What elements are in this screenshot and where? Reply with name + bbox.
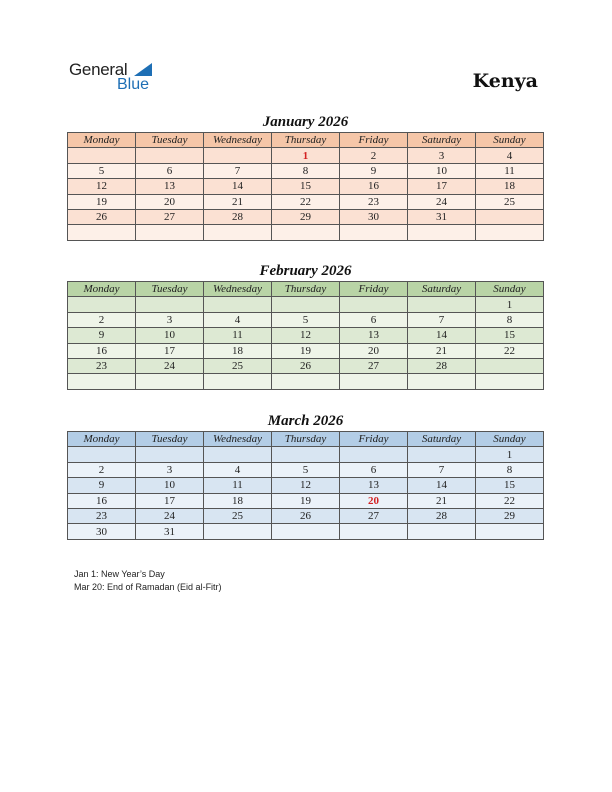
day-cell: 25 (476, 194, 544, 209)
day-cell: 8 (476, 312, 544, 327)
day-cell (136, 447, 204, 462)
month-title: January 2026 (262, 114, 349, 130)
day-cell: 24 (136, 508, 204, 523)
day-cell: 4 (476, 148, 544, 163)
weekday-header-row (68, 133, 544, 148)
day-cell: 22 (476, 493, 544, 508)
day-cell (136, 148, 204, 163)
day-cell (408, 447, 476, 462)
holiday-notes (74, 568, 222, 594)
day-cell: 12 (272, 328, 340, 343)
day-cell (408, 374, 476, 389)
week-row (68, 328, 544, 343)
day-cell: 20 (340, 493, 408, 508)
weekday-header: Thursday (272, 432, 340, 447)
day-cell: 26 (272, 508, 340, 523)
day-cell: 29 (272, 209, 340, 224)
week-row (68, 493, 544, 508)
day-cell: 12 (272, 478, 340, 493)
day-cell: 23 (340, 194, 408, 209)
weekday-header: Friday (340, 432, 408, 447)
day-cell: 27 (340, 508, 408, 523)
day-cell: 22 (476, 343, 544, 358)
weekday-header: Saturday (408, 133, 476, 148)
day-cell: 24 (408, 194, 476, 209)
day-cell: 14 (408, 328, 476, 343)
day-cell: 17 (136, 493, 204, 508)
day-cell: 12 (68, 179, 136, 194)
logo-triangle-icon (134, 63, 152, 76)
day-cell: 10 (136, 478, 204, 493)
country-title: Kenya (472, 70, 538, 92)
day-cell: 20 (136, 194, 204, 209)
day-cell (204, 447, 272, 462)
day-cell (68, 297, 136, 312)
logo-blue-text: Blue (117, 76, 150, 93)
day-cell: 14 (204, 179, 272, 194)
day-cell: 3 (136, 312, 204, 327)
day-cell: 11 (204, 328, 272, 343)
month-march (67, 411, 544, 540)
weekday-header: Friday (340, 133, 408, 148)
day-cell: 6 (340, 312, 408, 327)
week-row (68, 508, 544, 523)
day-cell: 29 (476, 508, 544, 523)
day-cell: 18 (204, 493, 272, 508)
day-cell: 28 (408, 508, 476, 523)
day-cell: 13 (340, 478, 408, 493)
week-row (68, 478, 544, 493)
day-cell (476, 209, 544, 224)
day-cell: 9 (340, 163, 408, 178)
calendar-table (67, 281, 544, 390)
month-january (67, 112, 544, 241)
day-cell (272, 374, 340, 389)
day-cell (136, 225, 204, 240)
week-row (68, 524, 544, 539)
day-cell: 5 (272, 462, 340, 477)
day-cell: 17 (136, 343, 204, 358)
day-cell (340, 524, 408, 539)
day-cell: 1 (272, 148, 340, 163)
weekday-header: Saturday (408, 282, 476, 297)
day-cell: 5 (68, 163, 136, 178)
calendar-table (67, 132, 544, 241)
day-cell: 7 (408, 312, 476, 327)
week-row (68, 462, 544, 477)
day-cell (476, 524, 544, 539)
weekday-header: Wednesday (204, 282, 272, 297)
weekday-header: Wednesday (204, 432, 272, 447)
day-cell: 7 (408, 462, 476, 477)
day-cell: 23 (68, 508, 136, 523)
week-row (68, 209, 544, 224)
generalblue-logo (69, 60, 169, 96)
weekday-header: Thursday (272, 133, 340, 148)
weekday-header: Wednesday (204, 133, 272, 148)
day-cell: 24 (136, 358, 204, 373)
day-cell: 26 (272, 358, 340, 373)
day-cell: 26 (68, 209, 136, 224)
weekday-header: Saturday (408, 432, 476, 447)
weekday-header: Monday (68, 432, 136, 447)
day-cell: 19 (272, 343, 340, 358)
day-cell: 31 (408, 209, 476, 224)
day-cell (476, 225, 544, 240)
day-cell: 18 (204, 343, 272, 358)
day-cell: 1 (476, 297, 544, 312)
day-cell: 22 (272, 194, 340, 209)
logo-general-text: General (69, 60, 128, 79)
day-cell: 19 (68, 194, 136, 209)
day-cell (476, 358, 544, 373)
week-row (68, 163, 544, 178)
day-cell (204, 297, 272, 312)
day-cell (340, 374, 408, 389)
day-cell: 15 (476, 478, 544, 493)
day-cell (204, 148, 272, 163)
month-title: February 2026 (259, 263, 352, 279)
day-cell (204, 524, 272, 539)
day-cell: 18 (476, 179, 544, 194)
day-cell (408, 524, 476, 539)
day-cell: 2 (68, 312, 136, 327)
day-cell: 17 (408, 179, 476, 194)
holiday-note: Mar 20: End of Ramadan (Eid al-Fitr) (74, 582, 222, 592)
day-cell (272, 447, 340, 462)
day-cell (204, 225, 272, 240)
day-cell: 25 (204, 508, 272, 523)
day-cell: 28 (204, 209, 272, 224)
weekday-header: Friday (340, 282, 408, 297)
weekday-header: Tuesday (136, 133, 204, 148)
day-cell (68, 374, 136, 389)
day-cell: 19 (272, 493, 340, 508)
day-cell: 14 (408, 478, 476, 493)
day-cell: 8 (476, 462, 544, 477)
day-cell (408, 225, 476, 240)
day-cell (340, 225, 408, 240)
day-cell (68, 148, 136, 163)
day-cell: 4 (204, 462, 272, 477)
day-cell: 28 (408, 358, 476, 373)
day-cell (204, 374, 272, 389)
day-cell: 9 (68, 478, 136, 493)
day-cell: 4 (204, 312, 272, 327)
day-cell: 25 (204, 358, 272, 373)
day-cell (68, 225, 136, 240)
day-cell: 10 (136, 328, 204, 343)
holiday-note: Jan 1: New Year’s Day (74, 569, 165, 579)
day-cell: 15 (476, 328, 544, 343)
day-cell: 27 (340, 358, 408, 373)
week-row (68, 374, 544, 389)
week-row (68, 358, 544, 373)
day-cell: 7 (204, 163, 272, 178)
day-cell (68, 447, 136, 462)
day-cell: 13 (340, 328, 408, 343)
day-cell: 15 (272, 179, 340, 194)
day-cell: 23 (68, 358, 136, 373)
day-cell: 30 (340, 209, 408, 224)
weekday-header: Tuesday (136, 282, 204, 297)
day-cell: 30 (68, 524, 136, 539)
day-cell (272, 225, 340, 240)
weekday-header-row (68, 432, 544, 447)
day-cell: 21 (204, 194, 272, 209)
week-row (68, 297, 544, 312)
week-row (68, 225, 544, 240)
day-cell: 27 (136, 209, 204, 224)
day-cell: 1 (476, 447, 544, 462)
day-cell (476, 374, 544, 389)
day-cell: 21 (408, 493, 476, 508)
month-february (67, 261, 544, 390)
day-cell: 6 (340, 462, 408, 477)
day-cell (340, 447, 408, 462)
week-row (68, 148, 544, 163)
day-cell: 11 (204, 478, 272, 493)
day-cell: 2 (340, 148, 408, 163)
weekday-header: Monday (68, 133, 136, 148)
day-cell: 2 (68, 462, 136, 477)
day-cell: 8 (272, 163, 340, 178)
day-cell: 6 (136, 163, 204, 178)
day-cell: 3 (408, 148, 476, 163)
weekday-header: Sunday (476, 282, 544, 297)
day-cell: 3 (136, 462, 204, 477)
day-cell: 9 (68, 328, 136, 343)
day-cell: 5 (272, 312, 340, 327)
day-cell (136, 374, 204, 389)
week-row (68, 343, 544, 358)
week-row (68, 447, 544, 462)
month-title: March 2026 (267, 413, 344, 429)
day-cell: 16 (340, 179, 408, 194)
day-cell: 10 (408, 163, 476, 178)
day-cell (340, 297, 408, 312)
week-row (68, 179, 544, 194)
calendar-table (67, 431, 544, 540)
week-row (68, 194, 544, 209)
day-cell: 20 (340, 343, 408, 358)
day-cell: 31 (136, 524, 204, 539)
weekday-header: Sunday (476, 432, 544, 447)
weekday-header: Tuesday (136, 432, 204, 447)
day-cell: 13 (136, 179, 204, 194)
weekday-header: Thursday (272, 282, 340, 297)
weekday-header: Sunday (476, 133, 544, 148)
day-cell: 21 (408, 343, 476, 358)
day-cell: 16 (68, 343, 136, 358)
weekday-header-row (68, 282, 544, 297)
day-cell: 11 (476, 163, 544, 178)
day-cell (408, 297, 476, 312)
weekday-header: Monday (68, 282, 136, 297)
day-cell: 16 (68, 493, 136, 508)
day-cell (136, 297, 204, 312)
day-cell (272, 297, 340, 312)
week-row (68, 312, 544, 327)
day-cell (272, 524, 340, 539)
